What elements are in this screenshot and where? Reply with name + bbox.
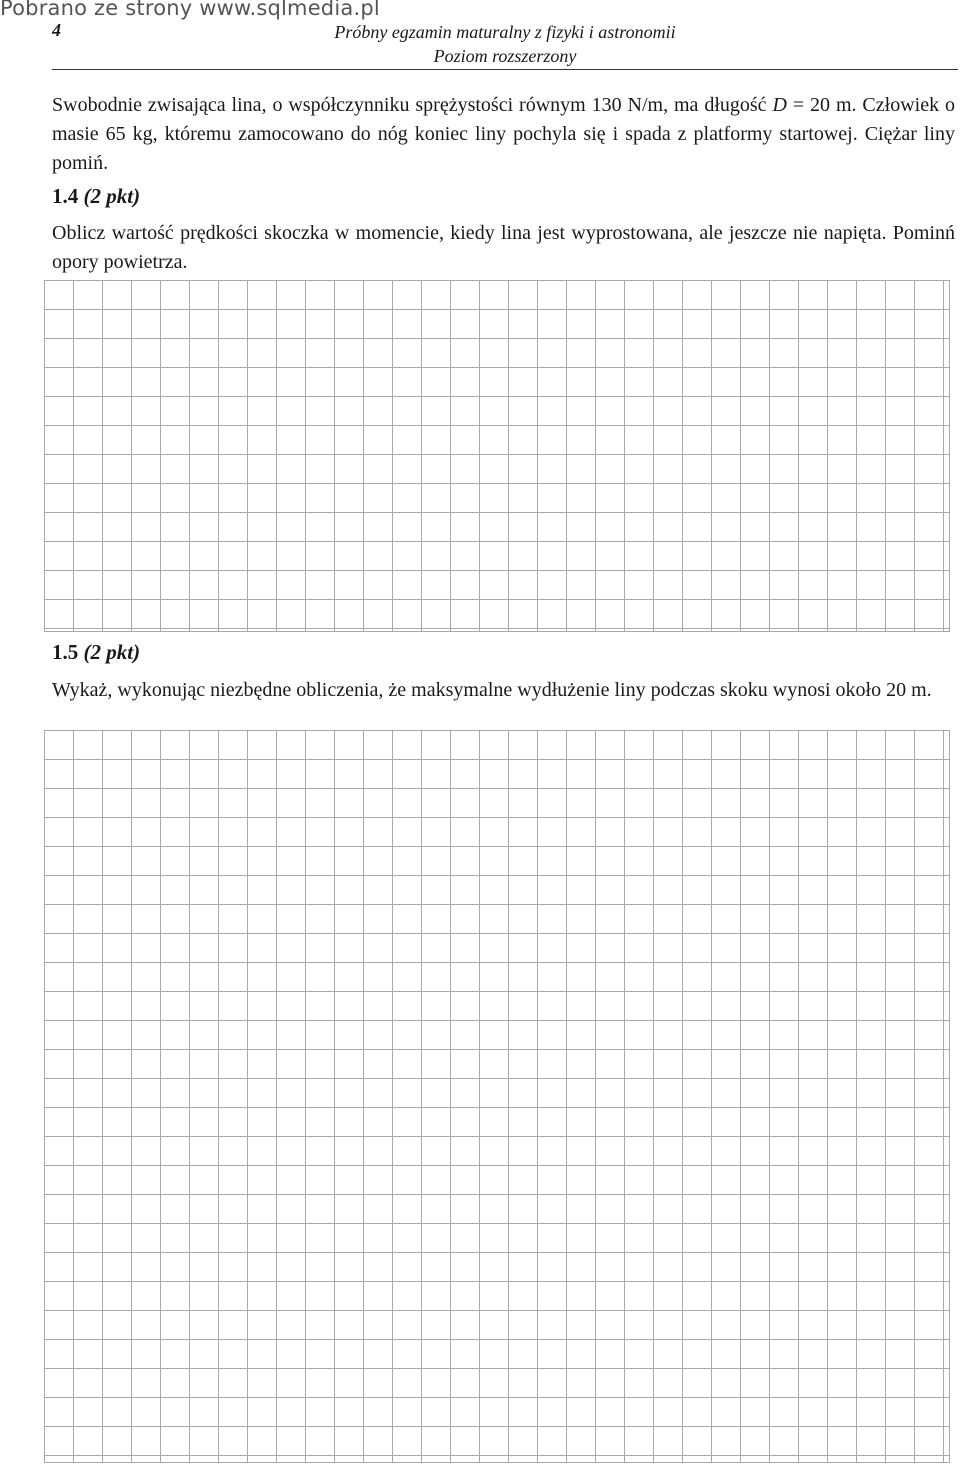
answer-grid-1-4[interactable] — [44, 280, 950, 632]
exam-title: Próbny egzamin maturalny z fizyki i astronomii — [334, 22, 676, 42]
task-1-4-text: Oblicz wartość prędkości skoczka w momencie, kiedy lina jest wyprostowana, ale jeszcze nie napięta. Pominń opory powietrza. — [52, 222, 955, 273]
answer-grid-1-5[interactable] — [44, 730, 950, 1463]
variable-d: D — [772, 94, 787, 116]
task-1-5-heading — [52, 640, 140, 665]
task-number: 1.5 — [52, 640, 79, 664]
task-points: (2 pkt) — [83, 640, 141, 664]
header-divider — [52, 69, 958, 70]
page-number: 4 — [52, 20, 61, 40]
watermark-text: Pobrano ze strony www.sqlmedia.pl — [0, 0, 380, 20]
intro-paragraph: Swobodnie zwisająca lina, o współczynniku sprężystości równym 130 N/m, ma długość D = 20 m. Człowiek o masie 65 kg, któremu zamocowano do nóg koniec liny pochyla się i spada z platformy startowej. Ciężar liny pomiń. — [52, 94, 955, 174]
task-1-5-text: Wykaż, wykonując niezbędne obliczenia, że maksymalne wydłużenie liny podczas skoku wynosi około 20 m. — [52, 679, 932, 701]
task-points: (2 pkt) — [83, 184, 141, 208]
task-number: 1.4 — [52, 184, 79, 208]
exam-level: Poziom rozszerzony — [433, 46, 577, 66]
task-1-4-heading — [52, 184, 140, 209]
